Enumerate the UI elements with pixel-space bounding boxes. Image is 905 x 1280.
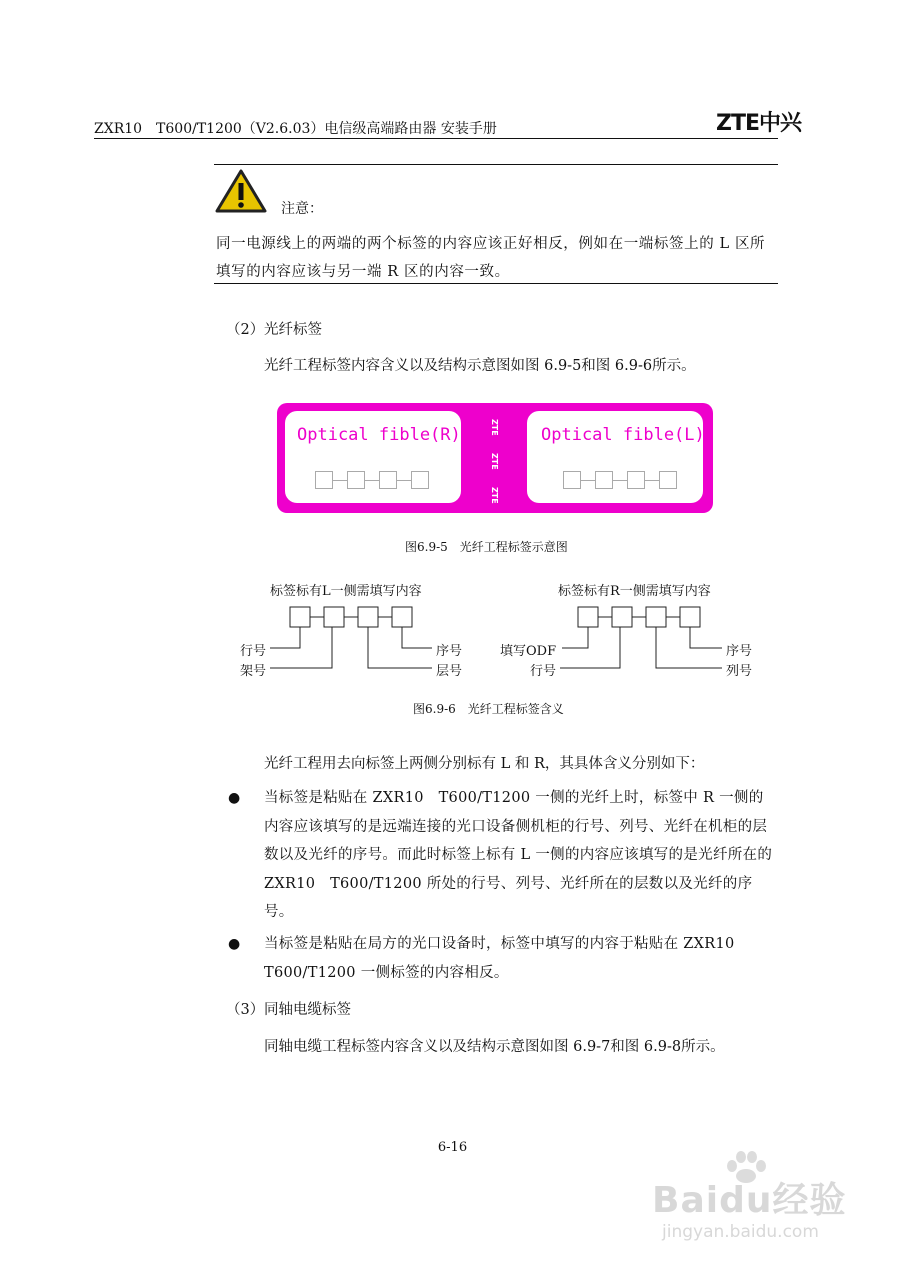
field-box (379, 471, 397, 489)
label-panel-r (285, 411, 461, 503)
label-meaning-right-odf: 填写ODF (500, 644, 557, 659)
label-panel-l-boxes (563, 471, 683, 489)
notice-bottom-rule (214, 283, 778, 284)
label-meaning-left-seq: 序号 (436, 644, 463, 659)
label-spine (485, 413, 505, 507)
spine-text: ZTE (490, 487, 499, 504)
field-box (659, 471, 677, 489)
label-panel-r-boxes (315, 471, 435, 489)
label-panel-r-title: Optical fible(R) (297, 425, 461, 445)
label-panel-l-title: Optical fible(L) (541, 425, 705, 445)
zte-logo: ZTE中兴 (716, 111, 801, 136)
watermark-sub: jingyan.baidu.com (662, 1222, 819, 1242)
notice-text: 同一电源线上的两端的两个标签的内容应该正好相反，例如在一端标签上的 L 区所填写的内容应该与另一端 R 区的内容一致。 (216, 236, 766, 280)
figure6-caption: 图6.9-6 光纤工程标签含义 (413, 702, 564, 716)
bullet-item: 当标签是粘贴在 ZXR10 T600/T1200 一侧的光纤上时，标签中 R 一侧的内容应该填写的是远端连接的光口设备侧机柜的行号、列号、光纤在机柜的层数以及光纤的序号。而此时标签上标有 L 一侧的内容应该填写的是光纤所在的 ZXR10 T600/T1200 所处的行号、列号、光纤所在的层数以及光纤的序号。 (264, 790, 773, 920)
label-meaning-left-rack: 架号 (240, 664, 267, 679)
label-meaning-right-col: 列号 (726, 664, 753, 679)
notice-label: 注意： (281, 201, 323, 217)
label-meaning-right-title: 标签标有R一侧需填写内容 (558, 584, 711, 599)
document-header-title: ZXR10 T600/T1200（V2.6.03）电信级高端路由器 安装手册 (94, 121, 497, 137)
section2-heading: 光纤标签 (264, 322, 322, 338)
warning-icon (214, 168, 268, 216)
field-box (347, 471, 365, 489)
label-meaning-left-row: 行号 (240, 644, 267, 659)
bullet-icon: ● (228, 790, 241, 806)
spine-text: ZTE (490, 453, 499, 470)
section2-intro: 光纤工程标签内容含义以及结构示意图如图 6.9-5和图 6.9-6所示。 (264, 358, 696, 374)
figure5-caption: 图6.9-5 光纤工程标签示意图 (405, 540, 568, 554)
label-meaning-right-seq: 序号 (726, 644, 753, 659)
field-box (411, 471, 429, 489)
field-box (315, 471, 333, 489)
header-rule (94, 138, 778, 139)
bullet-icon: ● (228, 936, 241, 952)
watermark-main: Baidu经验 (652, 1180, 847, 1221)
optical-label-figure (277, 403, 713, 513)
section3-heading: 同轴电缆标签 (264, 1002, 351, 1018)
bullet-item: 当标签是粘贴在局方的光口设备时，标签中填写的内容于粘贴在 ZXR10 T600/T1200 一侧标签的内容相反。 (264, 936, 735, 981)
field-box (563, 471, 581, 489)
section3-number: （3） (226, 1002, 265, 1018)
section2-number: （2） (226, 322, 265, 338)
label-panel-l (527, 411, 703, 503)
spine-text: ZTE (490, 419, 499, 436)
notice-top-rule (214, 164, 778, 165)
page-number: 6-16 (437, 1140, 468, 1155)
field-box (627, 471, 645, 489)
section3-intro: 同轴电缆工程标签内容含义以及结构示意图如图 6.9-7和图 6.9-8所示。 (264, 1039, 725, 1055)
label-meaning-right (500, 578, 760, 684)
label-meaning-right-row: 行号 (530, 664, 557, 679)
label-meaning-left-layer: 层号 (436, 664, 463, 679)
label-meaning-left-title: 标签标有L一侧需填写内容 (270, 584, 422, 599)
field-box (595, 471, 613, 489)
body-paragraph: 光纤工程用去向标签上两侧分别标有 L 和 R，其具体含义分别如下： (264, 756, 705, 772)
label-meaning-left (236, 578, 476, 684)
